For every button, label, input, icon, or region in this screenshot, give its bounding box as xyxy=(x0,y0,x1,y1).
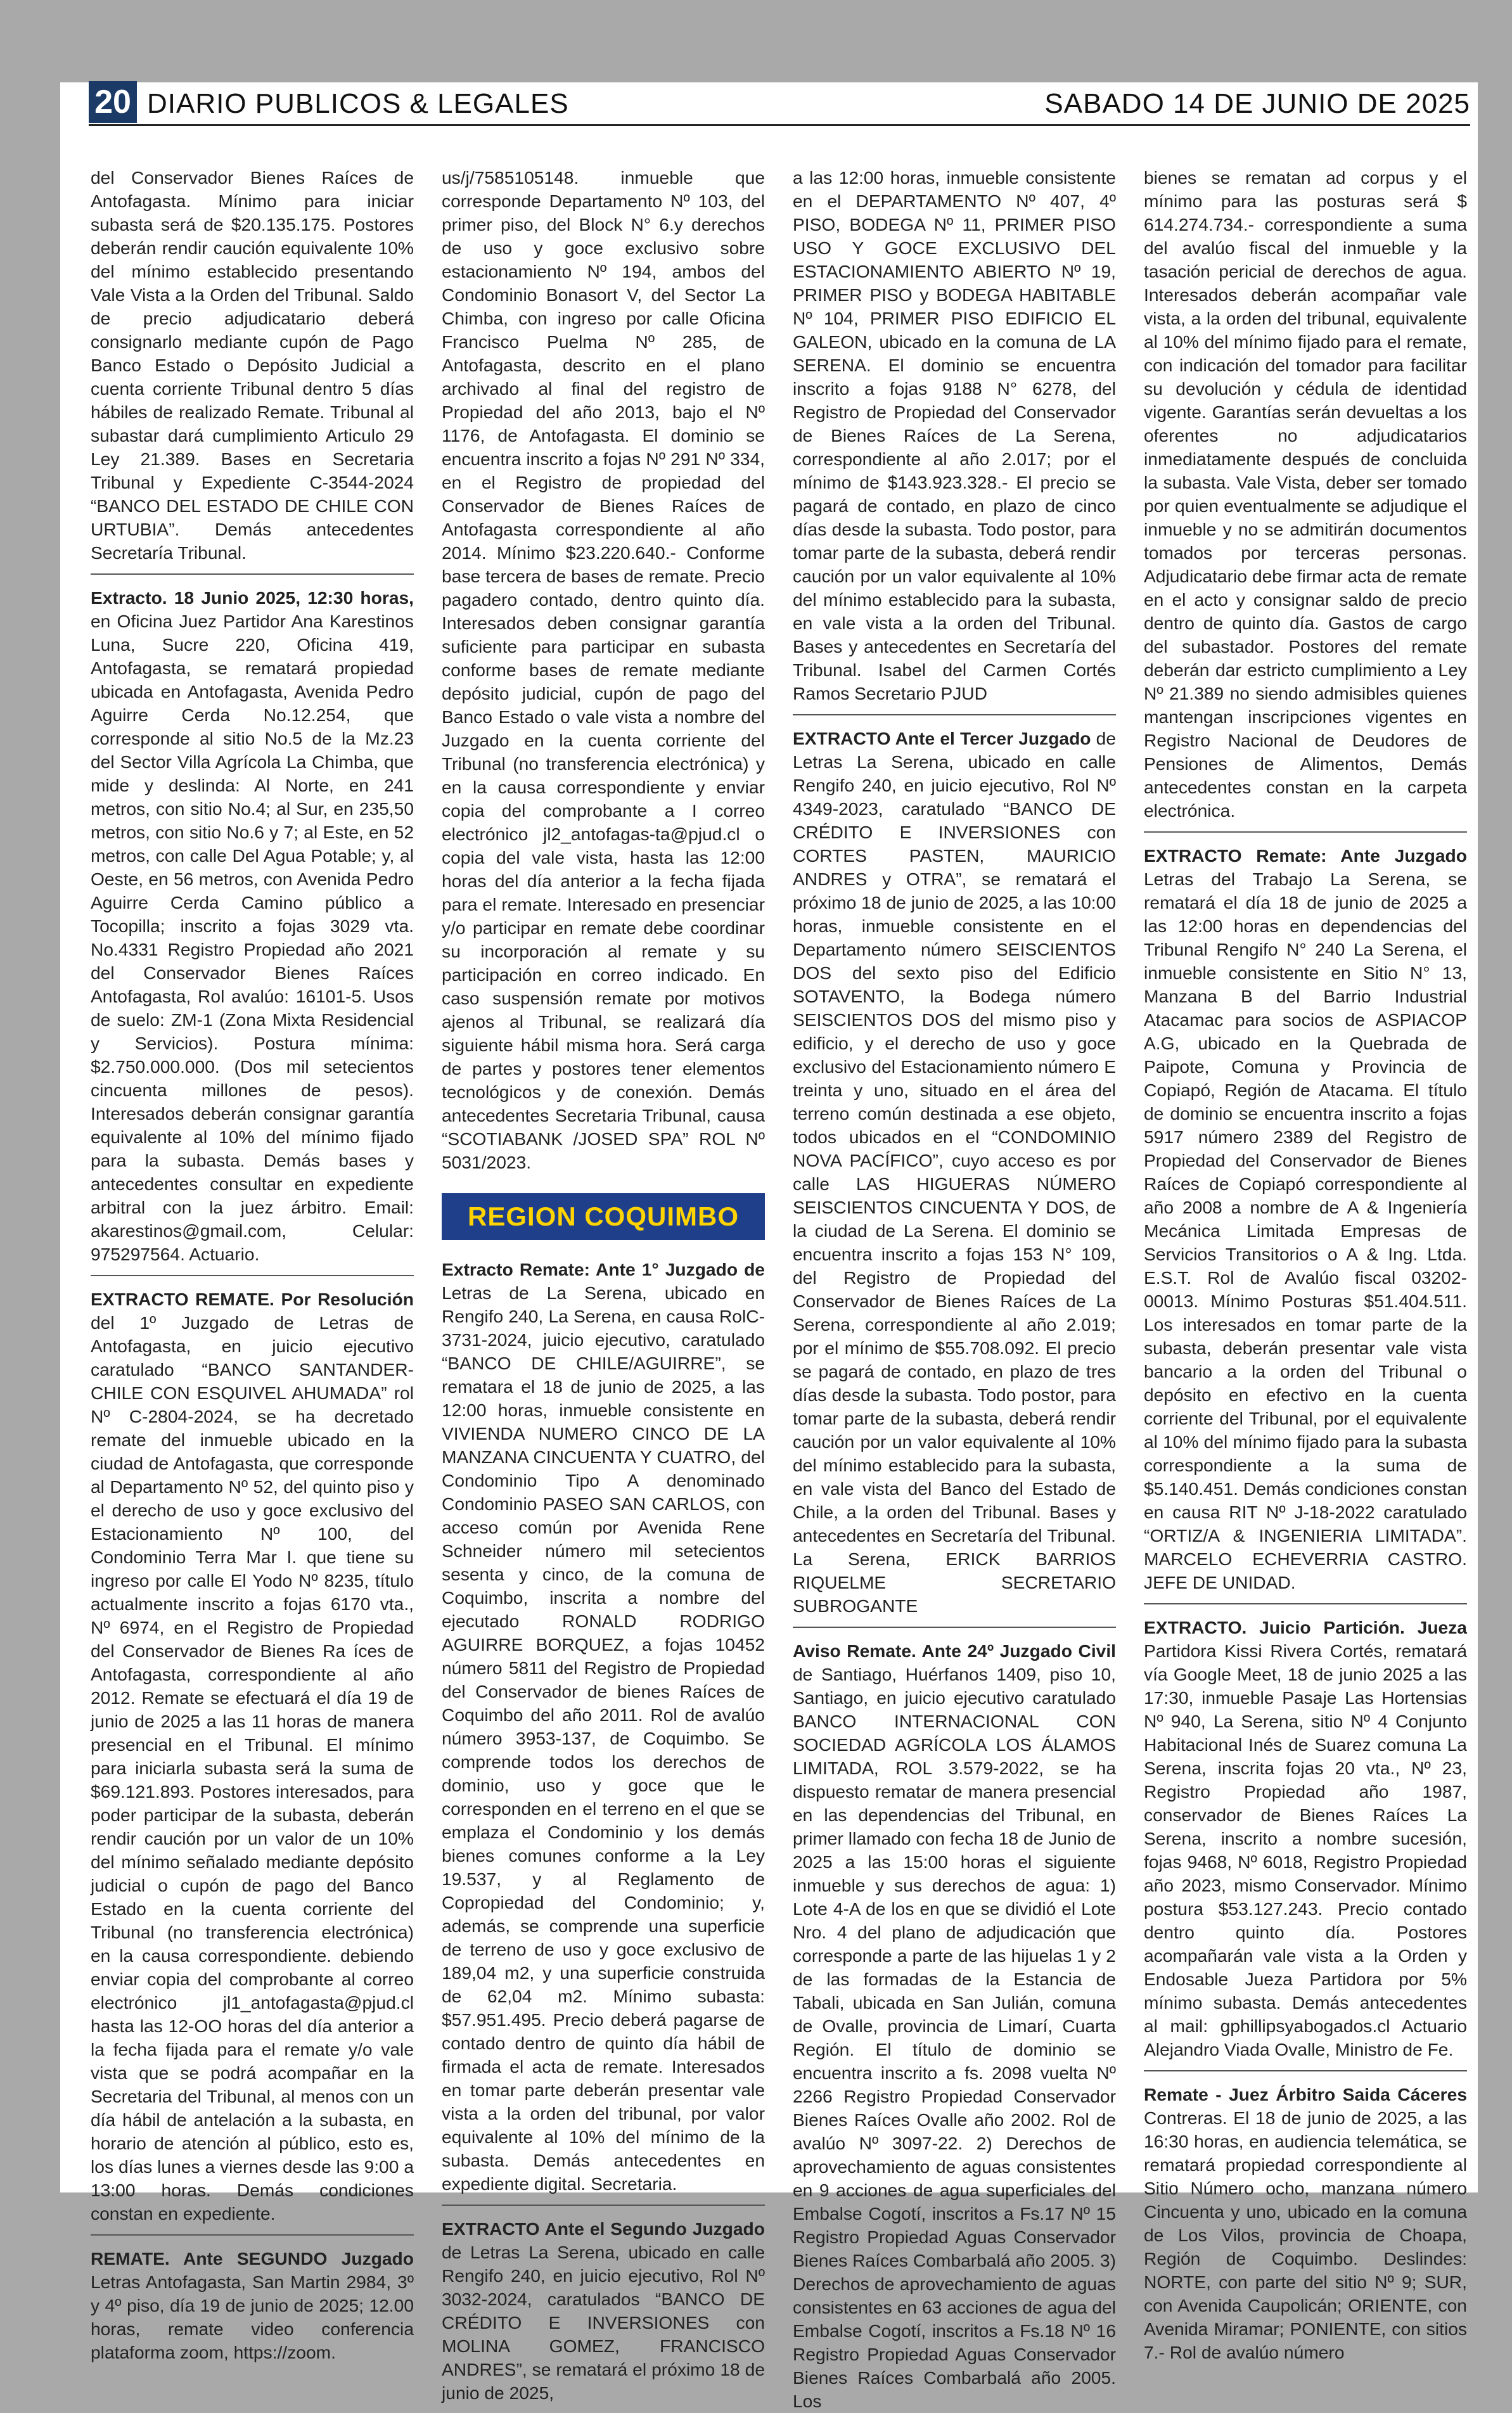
notice-divider xyxy=(91,1275,414,1276)
notice: EXTRACTO Ante el Segundo Juzgado de Letras La Serena, ubicado en calle Rengifo 240, en juicio ejecutivo, Rol Nº 3032-2024, caratulados “BANCO DE CRÉDITO E INVERSIONES con MOLINA GOMEZ, FRANCISCO ANDRES”, se rematará el próximo 18 de junio de 2025, xyxy=(442,2218,765,2403)
notice-divider xyxy=(1144,1603,1467,1604)
notice: EXTRACTO Ante el Tercer Juzgado de Letras La Serena, ubicado en calle Rengifo 240, en juicio ejecutivo, Rol Nº 4349-2023, caratulado “BANCO DE CRÉDITO E INVERSIONES con CORTES PASTEN, MAURICIO ANDRES y OTRA”, se rematará el próximo 18 de junio de 2025, a las 10:00 horas, inmueble consistente en el Departamento número SEISCIENTOS DOS del sexto piso del Edificio SOTAVENTO, la Bodega número SEISCIENTOS DOS del mismo piso y edificio, y el derecho de uso y goce exclusivo del Estacionamiento número E treinta y uno, situado en el área del terreno común destinada a ese objeto, todos ubicados en el “CONDOMINIO NOVA PACÍFICO”, cuyo acceso es por calle LAS HIGUERAS NÚMERO SEISCIENTOS CINCUENTA Y DOS, de la ciudad de La Serena. El dominio se encuentra inscrito a fojas 153 N° 109, del Registro de Propiedad del Conservador de Bienes Raíces de La Serena, correspondiente al año 2.019; por el mínimo de $55.708.092. El precio se pagará de contado, en plazo de tres días desde la subasta. Todo postor, para tomar parte de la subasta, deberá rendir caución por un valor equivalente al 10% del mínimo establecido para la subasta, en vale vista del Banco del Estado de Chile, a la orden del Tribunal. Bases y antecedentes en Secretaría del Tribunal. La Serena, ERICK BARRIOS RIQUELME SECRETARIO SUBROGANTE xyxy=(793,728,1117,1616)
notice: EXTRACTO. Juicio Partición. Jueza Partidora Kissi Rivera Cortés, rematará vía Google Meet, 18 de junio 2025 a las 17:30, inmueble Pasaje Las Hortensias Nº 940, La Serena, sitio Nº 4 Conjunto Habitacional Inés de Suarez comuna La Serena, inscrita fojas 20 vta., Nº 23, Registro Propiedad año 1987, conservador de Bienes Raíces La Serena, inscrito a nombre sucesión, fojas 9468, Nº 6018, Registro Propiedad año 2023, mismo Conservador. Mínimo postura $53.127.243. Precio contado dentro quinto día. Postores acompañarán vale vista a la Orden y Endosable Jueza Partidora por 5% mínimo subasta. Demás antecedentes al mail: gphillipsyabogados.cl Actuario Alejandro Viada Ovalle, Ministro de Fe. xyxy=(1144,1617,1467,2059)
notice: us/j/7585105148. inmueble que corresponde Departamento Nº 103, del primer piso, del Block N° 6.y derechos de uso y goce exclusivo sobre estacionamiento Nº 194, ambos del Condominio Bonasort V, del Sector La Chimba, con ingreso por calle Oficina Francisco Puelma Nº 285, de Antofagasta, descrito en el plano archivado al final del registro de Propiedad del año 2013, bajo el Nº 1176, de Antofagasta. El dominio se encuentra inscrito a fojas Nº 291 Nº 334, en el Registro de propiedad del Conservador de Bienes Raíces de Antofagasta correspondiente al año 2014. Mínimo $23.220.640.- Conforme base tercera de bases de remate. Precio pagadero contado, dentro quinto día. Interesados deben consignar garantía suficiente para participar en subasta conforme bases de remate mediante depósito judicial, cupón de pago del Banco Estado o vale vista a nombre del Juzgado en la cuenta corriente del Tribunal (no transferencia electrónica) y en la causa correspondiente y enviar copia del comprobante a I correo electrónico jl2_antofagas-ta@pjud.cl o copia del vale vista, hasta las 12:00 horas del día anterior a la fecha fijada para el remate. Interesado en presenciar y/o participar en remate debe coordinar su incorporación al remate y su participación en correo indicado. En caso suspensión remate por motivos ajenos al Tribunal, se realizará día siguiente hábil misma hora. Será carga de partes y postores tener elementos tecnológicos y de conexión. Demás antecedentes Secretaria Tribunal, causa “SCOTIABANK /JOSED SPA” ROL Nº 5031/2023. xyxy=(442,167,765,1172)
page-number: 20 xyxy=(89,81,137,123)
publication-title: DIARIO PUBLICOS & LEGALES xyxy=(147,88,569,119)
notice-divider xyxy=(1144,831,1467,833)
issue-date: SABADO 14 DE JUNIO DE 2025 xyxy=(1044,88,1470,119)
notice: REMATE. Ante SEGUNDO Juzgado Letras Antofagasta, San Martin 2984, 3º y 4º piso, día 19 de junio de 2025; 12.00 horas, remate video conferencia plataforma zoom, https://zoom. xyxy=(91,2248,414,2362)
notice-divider xyxy=(442,2205,765,2206)
column-2 xyxy=(442,166,765,2403)
notice: EXTRACTO Remate: Ante Juzgado Letras del Trabajo La Serena, se rematará el día 18 de junio de 2025 a las 12:00 horas en dependencias del Tribunal Rengifo N° 240 La Serena, el inmueble consistente en Sitio N° 13, Manzana B del Barrio Industrial Atacamac para socios de ASPIACOP A.G, ubicado en la Quebrada de Paipote, Comuna y Provincia de Copiapó, Región de Atacama. El título de dominio se encuentra inscrito a fojas 5917 número 2389 del Registro de Propiedad del Conservador de Bienes Raíces de Copiapó correspondiente al año 2008 a nombre de A & Ingeniería Mecánica Limitada Empresas de Servicios Transitorios o A & Ing. Ltda. E.S.T. Rol de Avalúo fiscal 03202-00013. Mínimo Posturas $51.404.511. Los interesados en tomar parte de la subasta, deberán presentar vale vista bancario a la orden del Tribunal o depósito en efectivo en la cuenta corriente del Tribunal, por el equivalente al 10% del mínimo fijado para la subasta correspondiente a la suma de $5.140.451. Demás condiciones constan en causa RIT Nº J-18-2022 caratulado “ORTIZ/A & INGENIERIA LIMITADA”. MARCELO ECHEVERRIA CASTRO. JEFE DE UNIDAD. xyxy=(1144,845,1467,1592)
notice: Extracto. 18 Junio 2025, 12:30 horas, en Oficina Juez Partidor Ana Karestinos Luna, Sucre 220, Oficina 419, Antofagasta, se rematará propiedad ubicada en Antofagasta, Avenida Pedro Aguirre Cerda No.12.254, que corresponde al sitio No.5 de la Mz.23 del Sector Villa Agrícola La Chimba, que mide y deslinda: Al Norte, en 241 metros, con sitio No.4; al Sur, en 235,50 metros, con sitio No.6 y 7; al Este, en 52 metros, con calle Del Agua Potable; y, al Oeste, en 56 metros, con Avenida Pedro Aguirre Cerda Camino público a Tocopilla; inscrito a fojas 3029 vta. No.4331 Registro Propiedad año 2021 del Conservador Bienes Raíces Antofagasta, Rol avalúo: 16101-5. Usos de suelo: ZM-1 (Zona Mixta Residencial y Servicios). Postura mínima: $2.750.000.000. (Dos mil setecientos cincuenta millones de pesos). Interesados deberán consignar garantía equivalente al 10% del mínimo fijado para la subasta. Demás bases y antecedentes consultar en expediente arbitral con la juez árbitro. Email: akarestinos@gmail.com, Celular: 975297564. Actuario. xyxy=(91,587,414,1264)
notice-divider xyxy=(793,1627,1116,1628)
notice: del Conservador Bienes Raíces de Antofagasta. Mínimo para iniciar subasta será de $20.135.175. Postores deberán rendir caución equivalente 10% del mínimo establecido presentando Vale Vista a la Orden del Tribunal. Saldo de precio adjudicatario deberá consignarlo mediante cupón de Pago Banco Estado o Depósito Judicial a cuenta corriente Tribunal dentro 5 días hábiles de realizado Remate. Tribunal al subastar dará cumplimiento Articulo 29 Ley 21.389. Bases en Secretaria Tribunal y Expediente C-3544-2024 “BANCO DEL ESTADO DE CHILE CON URTUBIA”. Demás antecedentes Secretaría Tribunal. xyxy=(91,167,414,563)
region-banner: REGION COQUIMBO xyxy=(442,1193,765,1240)
column-1 xyxy=(91,166,414,2362)
column-3 xyxy=(793,166,1117,2411)
column-4 xyxy=(1144,166,1467,2362)
notice: Extracto Remate: Ante 1° Juzgado de Letras de La Serena, ubicado en Rengifo 240, La Serena, en causa RolC-3731-2024, juicio ejecutivo, caratulado “BANCO DE CHILE/AGUIRRE”, se rematara el 18 de junio de 2025, a las 12:00 horas, inmueble consistente en VIVIENDA NUMERO CINCO DE LA MANZANA CINCUENTA Y CUATRO, del Condominio Tipo A denominado Condominio PASEO SAN CARLOS, con acceso común por Avenida Rene Schneider número mil setecientos sesenta y cinco, de la comuna de Coquimbo, inscrita a nombre del ejecutado RONALD RODRIGO AGUIRRE BORQUEZ, a fojas 10452 número 5811 del Registro de Propiedad del Conservador de bienes Raíces de Coquimbo del año 2011. Rol de avalúo número 3953-137, de Coquimbo. Se comprende todos los derechos de dominio, uso y goce que le corresponden en el terreno en el que se emplaza el Condominio y los demás bienes comunes conforme a la Ley 19.537, y al Reglamento de Copropiedad del Condominio; y, además, se comprende una superficie de terreno de uso y goce exclusivo de 189,04 m2, y una superficie construida de 62,04 m2. Mínimo subasta: $57.951.495. Precio deberá pagarse de contado dentro de quinto día hábil de firmada el acta de remate. Interesados en tomar parte deberán presentar vale vista a la orden del tribunal, por valor equivalente al 10% del mínimo de la subasta. Demás antecedentes en expediente digital. Secretaria. xyxy=(442,1259,765,2194)
header-rule xyxy=(89,124,1470,126)
notice-divider xyxy=(793,714,1116,715)
notice-divider xyxy=(91,573,414,575)
notice: bienes se rematan ad corpus y el mínimo para las posturas será $ 614.274.734.- correspondiente a suma del avalúo fiscal del inmueble y la tasación pericial de derechos de agua. Interesados deberán acompañar vale vista, a la orden del tribunal, equivalente al 10% del mínimo fijado para el remate, con indicación del tomador para facilitar su devolución y cédula de identidad vigente. Garantías serán devueltas a los oferentes no adjudicatarios inmediatamente después de concluida la subasta. Vale Vista, deber ser tomado por quien eventualmente se adjudique el inmueble y no se admitirán documentos tomados por terceras personas. Adjudicatario debe firmar acta de remate en el acto y consignar saldo de precio dentro de quinto día. Gastos de cargo del subastador. Postores del remate deberán dar estricto cumplimiento a Ley Nº 21.389 no siendo admisibles quienes mantengan inscripciones vigentes en Registro Nacional de Deudores de Pensiones de Alimentos, Demás antecedentes constan en la carpeta electrónica. xyxy=(1144,167,1467,821)
notice: a las 12:00 horas, inmueble consistente en el DEPARTAMENTO Nº 407, 4º PISO, BODEGA Nº 11, PRIMER PISO USO Y GOCE EXCLUSIVO DEL ESTACIONAMIENTO ABIERTO Nº 19, PRIMER PISO y BODEGA HABITABLE Nº 104, PRIMER PISO EDIFICIO EL GALEON, ubicado en la comuna de LA SERENA. El dominio se encuentra inscrito a fojas 9188 N° 6278, del Registro de Propiedad del Conservador de Bienes Raíces de La Serena, correspondiente al año 2.017; por el mínimo de $143.923.328.- El precio se pagará de contado, en plazo de cinco días desde la subasta. Todo postor, para tomar parte de la subasta, deberá rendir caución por un valor equivalente al 10% del mínimo establecido para la subasta, en vale vista a la orden del Tribunal. Bases y antecedentes en Secretaría del Tribunal. Isabel del Carmen Cortés Ramos Secretario PJUD xyxy=(793,167,1116,703)
notice-divider xyxy=(91,2234,414,2236)
notice-divider xyxy=(1144,2070,1467,2071)
page-header xyxy=(89,81,1470,125)
notice: Aviso Remate. Ante 24º Juzgado Civil de Santiago, Huérfanos 1409, piso 10, Santiago, en juicio ejecutivo caratulado BANCO INTERNACIONAL CON SOCIEDAD AGRÍCOLA LOS ÁLAMOS LIMITADA, ROL 3.579-2022, se ha dispuesto rematar de manera presencial en las dependencias del Tribunal, en primer llamado con fecha 18 de Junio de 2025 a las 15:00 horas el siguiente inmueble y sus derechos de agua: 1) Lote 4-A de los en que se dividió el Lote Nro. 4 del plano de adjudicación que corresponde a parte de las hijuelas 1 y 2 de las formadas de la Estancia de Tabali, ubicada en San Julián, comuna de Ovalle, provincia de Limarí, Cuarta Región. El título de dominio se encuentra inscrito a fs. 2098 vuelta Nº 2266 Registro Propiedad Conservador Bienes Raíces Ovalle año 2002. Rol de avalúo Nº 3097-22. 2) Derechos de aprovechamiento de aguas consistentes en 9 acciones de agua superficiales del Embalse Cogotí, inscritos a Fs.17 Nº 15 Registro Propiedad Aguas Conservador Bienes Raíces Combarbalá año 2005. 3) Derechos de aprovechamiento de aguas consistentes en 63 acciones de agua del Embalse Cogotí, inscritos a Fs.18 Nº 16 Registro Propiedad Aguas Conservador Bienes Raíces Combarbalá año 2005. Los xyxy=(793,1641,1116,2411)
notice: Remate - Juez Árbitro Saida Cáceres Contreras. El 18 de junio de 2025, a las 16:30 horas, en audiencia telemática, se rematará propiedad correspondiente al Sitio Número ocho, manzana número Cincuenta y uno, ubicado en la comuna de Los Vilos, provincia de Choapa, Región de Coquimbo. Deslindes: NORTE, con parte del sitio Nº 9; SUR, con Avenida Caupolicán; ORIENTE, con Avenida Miramar; PONIENTE, con sitios 7.- Rol de avalúo número xyxy=(1144,2084,1467,2362)
notice: EXTRACTO REMATE. Por Resolución del 1º Juzgado de Letras de Antofagasta, en juicio ejecutivo caratulado “BANCO SANTANDER-CHILE CON ESQUIVEL AHUMADA” rol Nº C-2804-2024, se ha decretado remate del inmueble ubicado en la ciudad de Antofagasta, que corresponde al Departamento Nº 52, del quinto piso y el derecho de uso y goce exclusivo del Estacionamiento Nº 100, del Condominio Terra Mar I. que tiene su ingreso por calle El Yodo Nº 8235, título actualmente inscrito a fojas 6170 vta., Nº 6974, en el Registro de Propiedad del Conservador de Bienes Ra íces de Antofagasta, correspondiente al año 2012. Remate se efectuará el día 19 de junio de 2025 a las 11 horas de manera presencial en el Tribunal. El mínimo para iniciarla subasta será la suma de $69.121.893. Postores interesados, para poder participar de la subasta, deberán rendir caución por un valor de un 10% del mínimo señalado mediante depósito judicial o cupón de pago del Banco Estado en la cuenta corriente del Tribunal (no transferencia electrónica) en la causa correspondiente. debiendo enviar copia del comprobante al correo electrónico jl1_antofagasta@pjud.cl hasta las 12-OO horas del día anterior a la fecha fijada para el remate y/o vale vista que se podrá acompañar en la Secretaria del Tribunal, al menos con un día hábil de antelación a la subasta, en horario de atención al público, esto es, los días lunes a viernes desde las 9:00 a 13:00 horas. Demás condiciones constan en expediente. xyxy=(91,1289,414,2224)
